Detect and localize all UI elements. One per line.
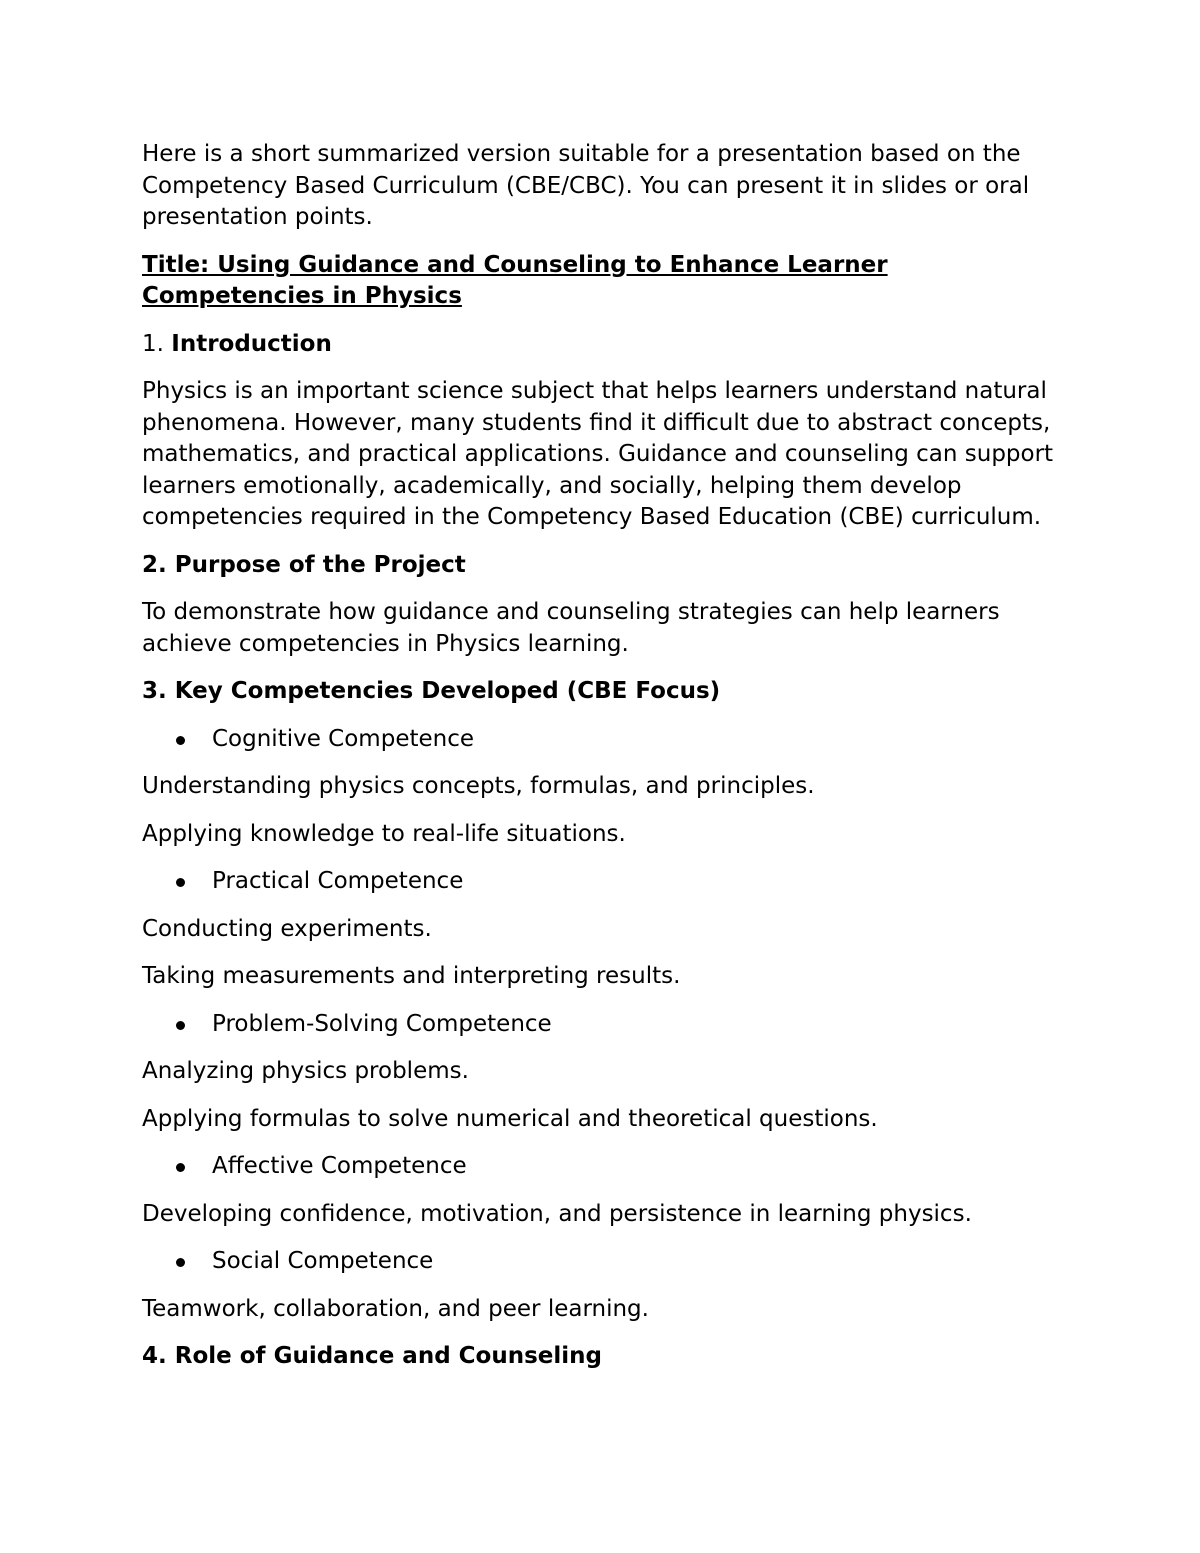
section-heading-role (142, 1341, 1072, 1373)
bullet-icon (176, 1163, 185, 1172)
competence-detail: Analyzing physics problems. (142, 1058, 469, 1084)
competence-name: Cognitive Competence (212, 725, 475, 752)
bullet-item-cognitive (142, 724, 1072, 756)
bullet-item-problem-solving (142, 1009, 1072, 1041)
purpose-paragraph: To demonstrate how guidance and counseling strategies can help learners achieve competencies in Physics learning. (142, 599, 1000, 657)
bullet-item-practical (142, 866, 1072, 898)
competence-name: Affective Competence (212, 1153, 467, 1179)
section-heading-introduction (142, 329, 1072, 361)
competence-detail: Taking measurements and interpreting results. (142, 963, 681, 989)
bullet-item-affective (142, 1151, 1072, 1183)
bullet-icon (176, 736, 185, 745)
competence-detail: Conducting experiments. (142, 915, 432, 942)
competence-name: Social Competence (212, 1248, 434, 1274)
intro-paragraph: Here is a short summarized version suitable for a presentation based on the Competency Based Curriculum (CBE/CBC). You can present it in slides or oral presentation points. (142, 141, 1030, 230)
section-heading-text: Introduction (171, 330, 332, 357)
introduction-paragraph: Physics is an important science subject that helps learners understand natural phenomena. However, many students find it difficult due to abstract concepts, mathematics, and practical applications. Guidance and counseling can support learners emotionally, academically, and socially, helping them develop competencies required in the Competency Based Education (CBE) curriculum. (142, 378, 1054, 530)
competence-detail: Applying knowledge to real-life situations. (142, 820, 626, 847)
competence-detail: Developing confidence, motivation, and persistence in learning physics. (142, 1200, 972, 1227)
section-heading-text: 4. Role of Guidance and Counseling (142, 1343, 602, 1369)
competence-detail: Applying formulas to solve numerical and theoretical questions. (142, 1105, 878, 1132)
section-heading-text: 3. Key Competencies Developed (CBE Focus) (142, 678, 721, 704)
document-page (142, 139, 1072, 1389)
competence-detail: Understanding physics concepts, formulas, and principles. (142, 773, 815, 799)
bullet-icon (176, 878, 185, 887)
bullet-icon (176, 1021, 185, 1030)
section-heading-text: 2. Purpose of the Project (142, 551, 466, 578)
bullet-icon (176, 1258, 185, 1267)
competence-name: Problem-Solving Competence (212, 1010, 552, 1037)
section-heading-purpose (142, 550, 1072, 582)
section-number: 1. (142, 330, 172, 357)
competence-name: Practical Competence (212, 868, 464, 894)
bullet-item-social (142, 1246, 1072, 1278)
document-title: Title: Using Guidance and Counseling to Enhance Learner Competencies in Physics (142, 251, 888, 309)
section-heading-key-competencies (142, 676, 1072, 708)
competence-detail: Teamwork, collaboration, and peer learning. (142, 1295, 649, 1322)
